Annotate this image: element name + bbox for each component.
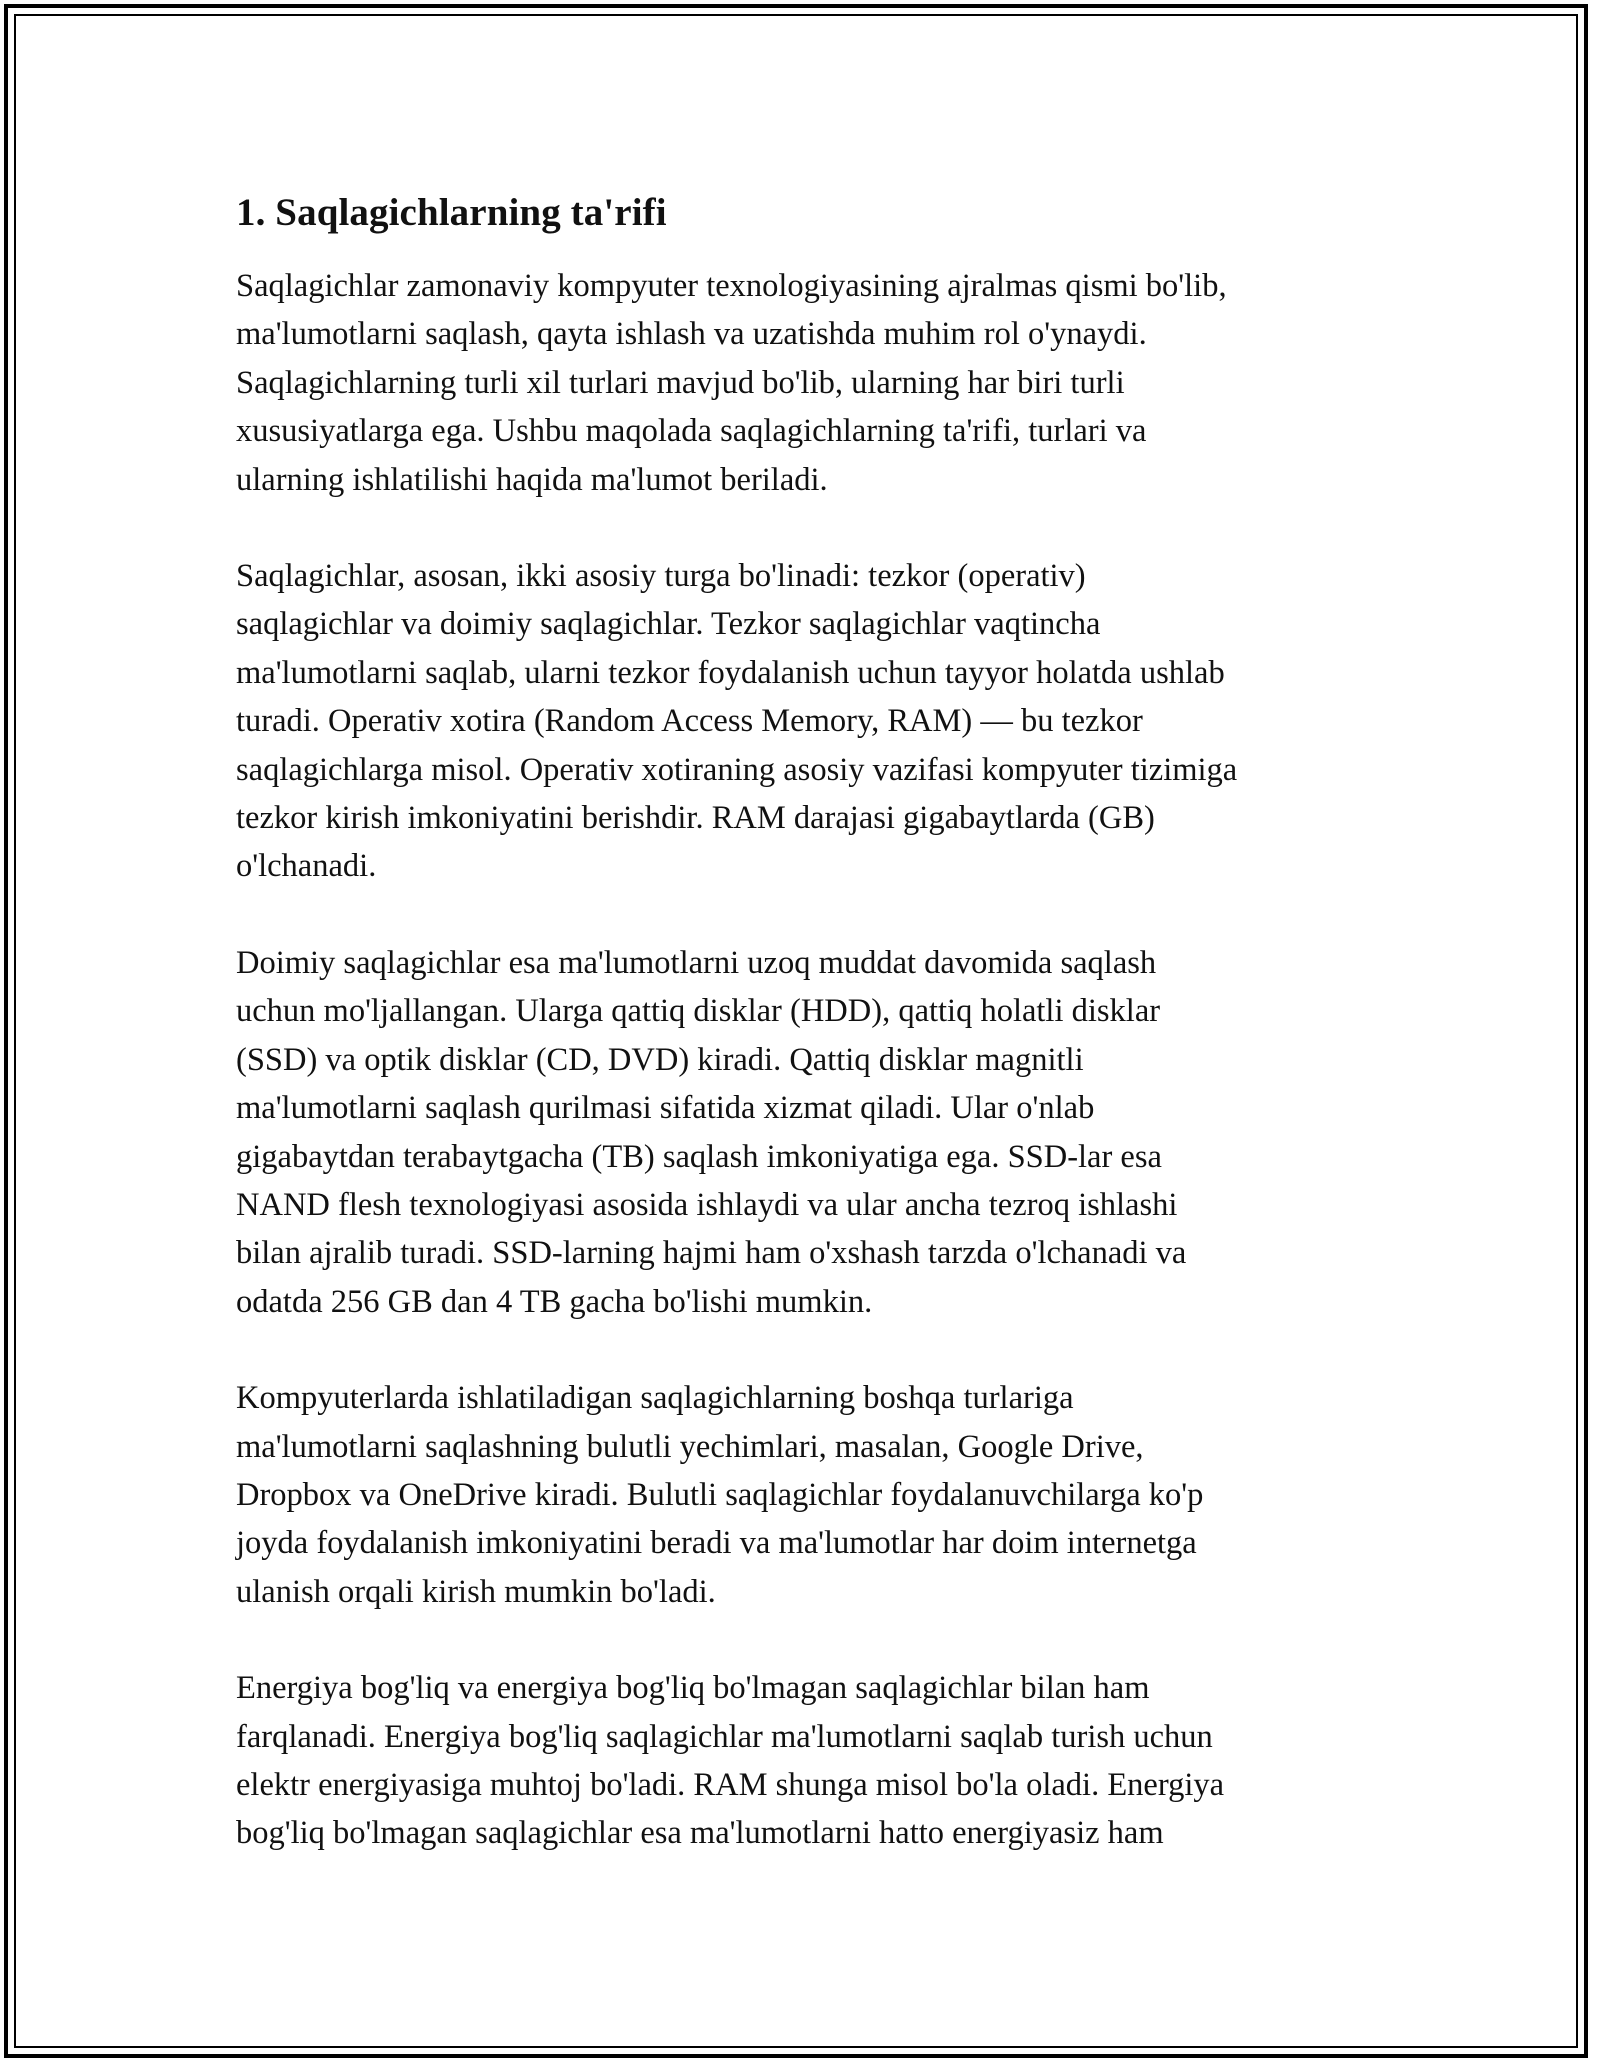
- paragraph-4: Kompyuterlarda ishlatiladigan saqlagichlarning boshqa turlariga ma'lumotlarni saqlashning bulutli yechimlari, masalan, Google Drive, Dropbox va OneDrive kiradi. Bulutli saqlagichlar foydalanuvchilarga ko'p joyda foydalanish imkoniyatini beradi va ma'lumotlar har doim internetga ulanish orqali kirish mumkin bo'ladi.: [236, 1380, 1204, 1610]
- section-heading: 1. Saqlagichlarning ta'rifi: [236, 191, 667, 234]
- paragraph-1: Saqlagichlar zamonaviy kompyuter texnologiyasining ajralmas qismi bo'lib, ma'lumotlarni saqlash, qayta ishlash va uzatishda muhim rol o'ynaydi. Saqlagichlarning turli xil turlari mavjud bo'lib, ularning har biri turli xususiyatlarga ega. Ushbu maqolada saqlagichlarning ta'rifi, turlari va ularning ishlatilishi haqida ma'lumot beriladi.: [236, 268, 1227, 498]
- paragraph-3: Doimiy saqlagichlar esa ma'lumotlarni uzoq muddat davomida saqlash uchun mo'ljallangan. Ularga qattiq disklar (HDD), qattiq holatli disklar (SSD) va optik disklar (CD, DVD) kiradi. Qattiq disklar magnitli ma'lumotlarni saqlash qurilmasi sifatida xizmat qiladi. Ular o'nlab gigabaytdan terabaytgacha (TB) saqlash imkoniyatiga ega. SSD-lar esa NAND flesh texnologiyasi asosida ishlaydi va ular ancha tezroq ishlashi bilan ajralib turadi. SSD-larning hajmi ham o'xshash tarzda o'lchanadi va odatda 256 GB dan 4 TB gacha bo'lishi mumkin.: [236, 944, 1187, 1320]
- paragraph-2: Saqlagichlar, asosan, ikki asosiy turga bo'linadi: tezkor (operativ) saqlagichlar va doimiy saqlagichlar. Tezkor saqlagichlar vaqtincha ma'lumotlarni saqlab, ularni tezkor foydalanish uchun tayyor holatda ushlab turadi. Operativ xotira (Random Access Memory, RAM) — bu tezkor saqlagichlarga misol. Operativ xotiraning asosiy vazifasi kompyuter tizimiga tezkor kirish imkoniyatini berishdir. RAM darajasi gigabaytlarda (GB) o'lchanadi.: [236, 558, 1238, 885]
- document-body: [236, 186, 1386, 1858]
- paragraph-5: Energiya bog'liq va energiya bog'liq bo'lmagan saqlagichlar bilan ham farqlanadi. Energiya bog'liq saqlagichlar ma'lumotlarni saqlab turish uchun elektr energiyasiga muhtoj bo'ladi. RAM shunga misol bo'la oladi. Energiya bog'liq bo'lmagan saqlagichlar esa ma'lumotlarni hatto energiyasiz ham: [236, 1670, 1225, 1852]
